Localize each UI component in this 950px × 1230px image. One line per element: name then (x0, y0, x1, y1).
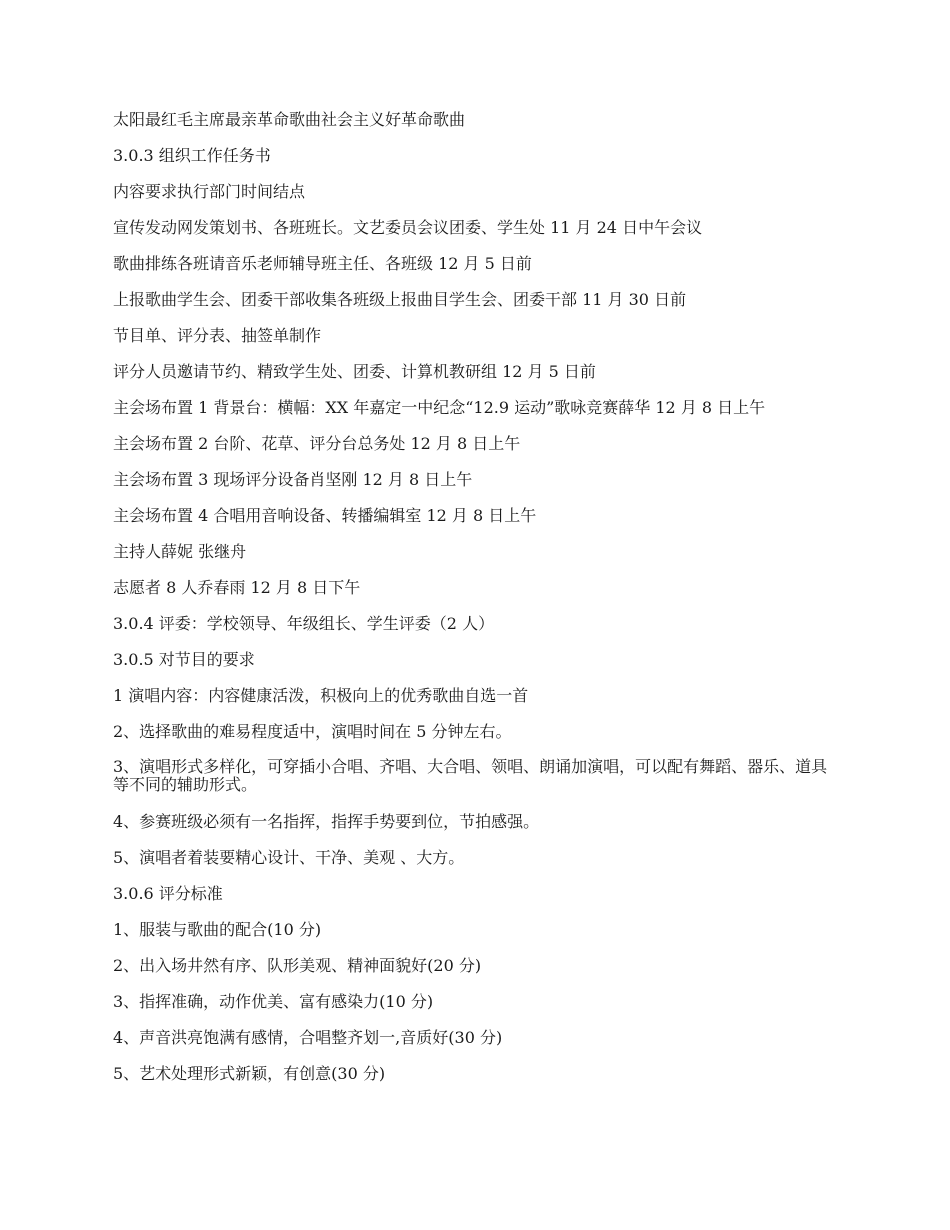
text-line: 志愿者 8 人乔春雨 12 月 8 日下午 (113, 578, 361, 597)
text-line: 主会场布置 3 现场评分设备肖坚刚 12 月 8 日上午 (113, 470, 473, 489)
list-item: 1、服装与歌曲的配合(10 分) (113, 920, 322, 939)
text-line: 宣传发动网发策划书、各班班长。文艺委员会议团委、学生处 11 月 24 日中午会议 (113, 218, 703, 237)
list-item: 3、指挥准确，动作优美、富有感染力(10 分) (113, 992, 434, 1011)
list-item: 2、出入场井然有序、队形美观、精神面貌好(20 分) (113, 956, 482, 975)
text-line: 主持人薛妮 张继舟 (113, 542, 247, 561)
list-item: 5、艺术处理形式新颖，有创意(30 分) (113, 1064, 386, 1083)
document-body (113, 110, 843, 1100)
text-line: 评分人员邀请节约、精致学生处、团委、计算机教研组 12 月 5 日前 (113, 362, 596, 381)
text-line: 节目单、评分表、抽签单制作 (113, 326, 322, 345)
text-line: 内容要求执行部门时间结点 (113, 182, 306, 201)
list-item: 1 演唱内容：内容健康活泼，积极向上的优秀歌曲自选一首 (113, 686, 529, 705)
section-heading: 3.0.5 对节目的要求 (113, 650, 255, 669)
text-line: 主会场布置 2 台阶、花草、评分台总务处 12 月 8 日上午 (113, 434, 521, 453)
list-item: 4、参赛班级必须有一名指挥，指挥手势要到位，节拍感强。 (113, 812, 540, 831)
text-line: 主会场布置 4 合唱用音响设备、转播编辑室 12 月 8 日上午 (113, 506, 537, 525)
text-line: 歌曲排练各班请音乐老师辅导班主任、各班级 12 月 5 日前 (113, 254, 532, 273)
section-heading: 3.0.4 评委：学校领导、年级组长、学生评委（2 人） (113, 614, 495, 633)
list-item: 2、选择歌曲的难易程度适中，演唱时间在 5 分钟左右。 (113, 722, 512, 741)
text-line: 主会场布置 1 背景台：横幅：XX 年嘉定一中纪念“12.9 运动”歌咏竞赛薛华 12 月 8 日上午 (113, 398, 766, 417)
text-line: 太阳最红毛主席最亲革命歌曲社会主义好革命歌曲 (113, 110, 466, 129)
list-item: 3、演唱形式多样化，可穿插小合唱、齐唱、大合唱、领唱、朗诵加演唱，可以配有舞蹈、器乐、道具等不同的辅助形式。 (113, 757, 828, 794)
list-item: 4、声音洪亮饱满有感情，合唱整齐划一,音质好(30 分) (113, 1028, 503, 1047)
text-line: 上报歌曲学生会、团委干部收集各班级上报曲目学生会、团委干部 11 月 30 日前 (113, 290, 687, 309)
list-item: 5、演唱者着装要精心设计、干净、美观 、大方。 (113, 848, 465, 867)
section-heading: 3.0.3 组织工作任务书 (113, 146, 271, 165)
section-heading: 3.0.6 评分标准 (113, 884, 223, 903)
